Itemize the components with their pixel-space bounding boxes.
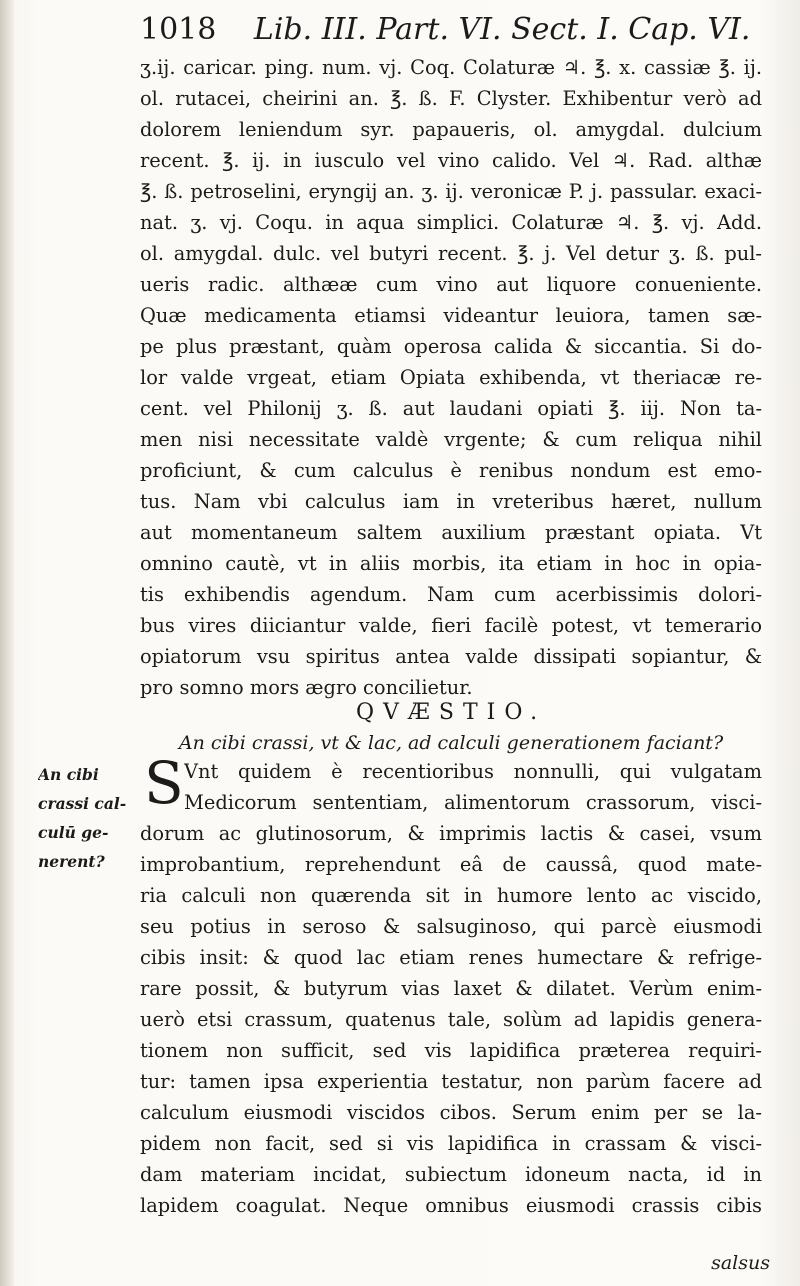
margin-note-line: culū ge- [38,823,109,842]
catchword: salsus [711,1252,770,1274]
margin-note-line: An cibi [38,765,99,784]
text-line: seu potius in seroso & salsuginoso, qui parcè eiusmodi [140,915,762,938]
text-line: recent. ℥. ij. in iusculo vel vino calido. Vel ♃. Rad. althæ [140,149,762,172]
text-line: nat. ʒ. vj. Coqu. in aqua simplici. Colaturæ ♃. ℥. vj. Add. [140,211,762,234]
text-line: tis exhibendis agendum. Nam cum acerbissimis dolori- [140,583,762,606]
text-line: improbantium, reprehendunt eâ de caussâ, quod mate- [140,853,762,876]
page-spine-shadow [0,0,14,1286]
question-subtitle: An cibi crassi, vt & lac, ad calculi generationem faciant? [178,732,724,754]
text-line: dolorem leniendum syr. papaueris, ol. amygdal. dulcium [140,118,762,141]
text-line: Medicorum sententiam, alimentorum crassorum, visci- [184,791,762,814]
text-line: pro somno mors ægro concilietur. [140,676,473,699]
running-head: Lib. III. Part. VI. Sect. I. Cap. VI. [253,12,751,47]
page-number: 1018 [140,12,217,47]
text-line: Vnt quidem è recentioribus nonnulli, qui vulgatam [184,760,762,783]
text-line: proficiunt, & cum calculus è renibus nondum est emo- [140,459,762,482]
text-line: ol. rutacei, cheirini an. ℥. ß. F. Clyster. Exhibentur verò ad [140,87,762,110]
text-line: uerò etsi crassum, quatenus tale, solùm ad lapidis genera- [140,1008,762,1031]
text-line: tur: tamen ipsa experientia testatur, non parùm facere ad [140,1070,762,1093]
text-line: ria calculi non quærenda sit in humore lento ac viscido, [140,884,762,907]
text-line: lor valde vrgeat, etiam Opiata exhibenda, vt theriacæ re- [140,366,762,389]
text-line: pe plus præstant, quàm operosa calida & siccantia. Si do- [140,335,762,358]
text-line: men nisi necessitate valdè vrgente; & cum reliqua nihil [140,428,762,451]
text-line: aut momentaneum saltem auxilium præstant opiata. Vt [140,521,762,544]
text-line: cibis insit: & quod lac etiam renes humectare & refrige- [140,946,762,969]
text-line: Quæ medicamenta etiamsi videantur leuiora, tamen sæ- [140,304,762,327]
text-line: opiatorum vsu spiritus antea valde dissipati sopiantur, & [140,645,762,668]
text-line: rare possit, & butyrum vias laxet & dilatet. Verùm enim- [140,977,762,1000]
text-line: lapidem coagulat. Neque omnibus eiusmodi crassis cibis [140,1194,762,1217]
text-line: calculum eiusmodi viscidos cibos. Serum enim per se la- [140,1101,762,1124]
text-line: cent. vel Philonij ʒ. ß. aut laudani opiati ℥. iij. Non ta- [140,397,762,420]
text-line: bus vires diiciantur valde, fieri facilè potest, vt temerario [140,614,762,637]
text-line: dam materiam incidat, subiectum idoneum nacta, id in [140,1163,762,1186]
text-line: tus. Nam vbi calculus iam in vreteribus hæret, nullum [140,490,762,513]
margin-note-line: nerent? [38,852,105,871]
margin-note-line: crassi cal- [38,794,127,813]
text-line: ueris radic. althææ cum vino aut liquore conueniente. [140,273,762,296]
page-header [140,10,780,50]
text-line: dorum ac glutinosorum, & imprimis lactis & casei, vsum [140,822,762,845]
text-line: ʒ.ij. caricar. ping. num. vj. Coq. Colaturæ ♃. ℥. x. cassiæ ℥. ij. [140,56,762,79]
text-line: ℥. ß. petroselini, eryngij an. ʒ. ij. veronicæ P. j. passular. exaci- [140,180,762,203]
drop-capital: S [144,749,184,817]
text-line: ol. amygdal. dulc. vel butyri recent. ℥. j. Vel detur ʒ. ß. pul- [140,242,762,265]
text-line: omnino cautè, vt in aliis morbis, ita etiam in hoc in opia- [140,552,762,575]
text-line: pidem non facit, sed si vis lapidifica in crassam & visci- [140,1132,762,1155]
question-title: QVÆSTIO. [355,700,547,725]
text-line: tionem non sufficit, sed vis lapidifica præterea requiri- [140,1039,762,1062]
